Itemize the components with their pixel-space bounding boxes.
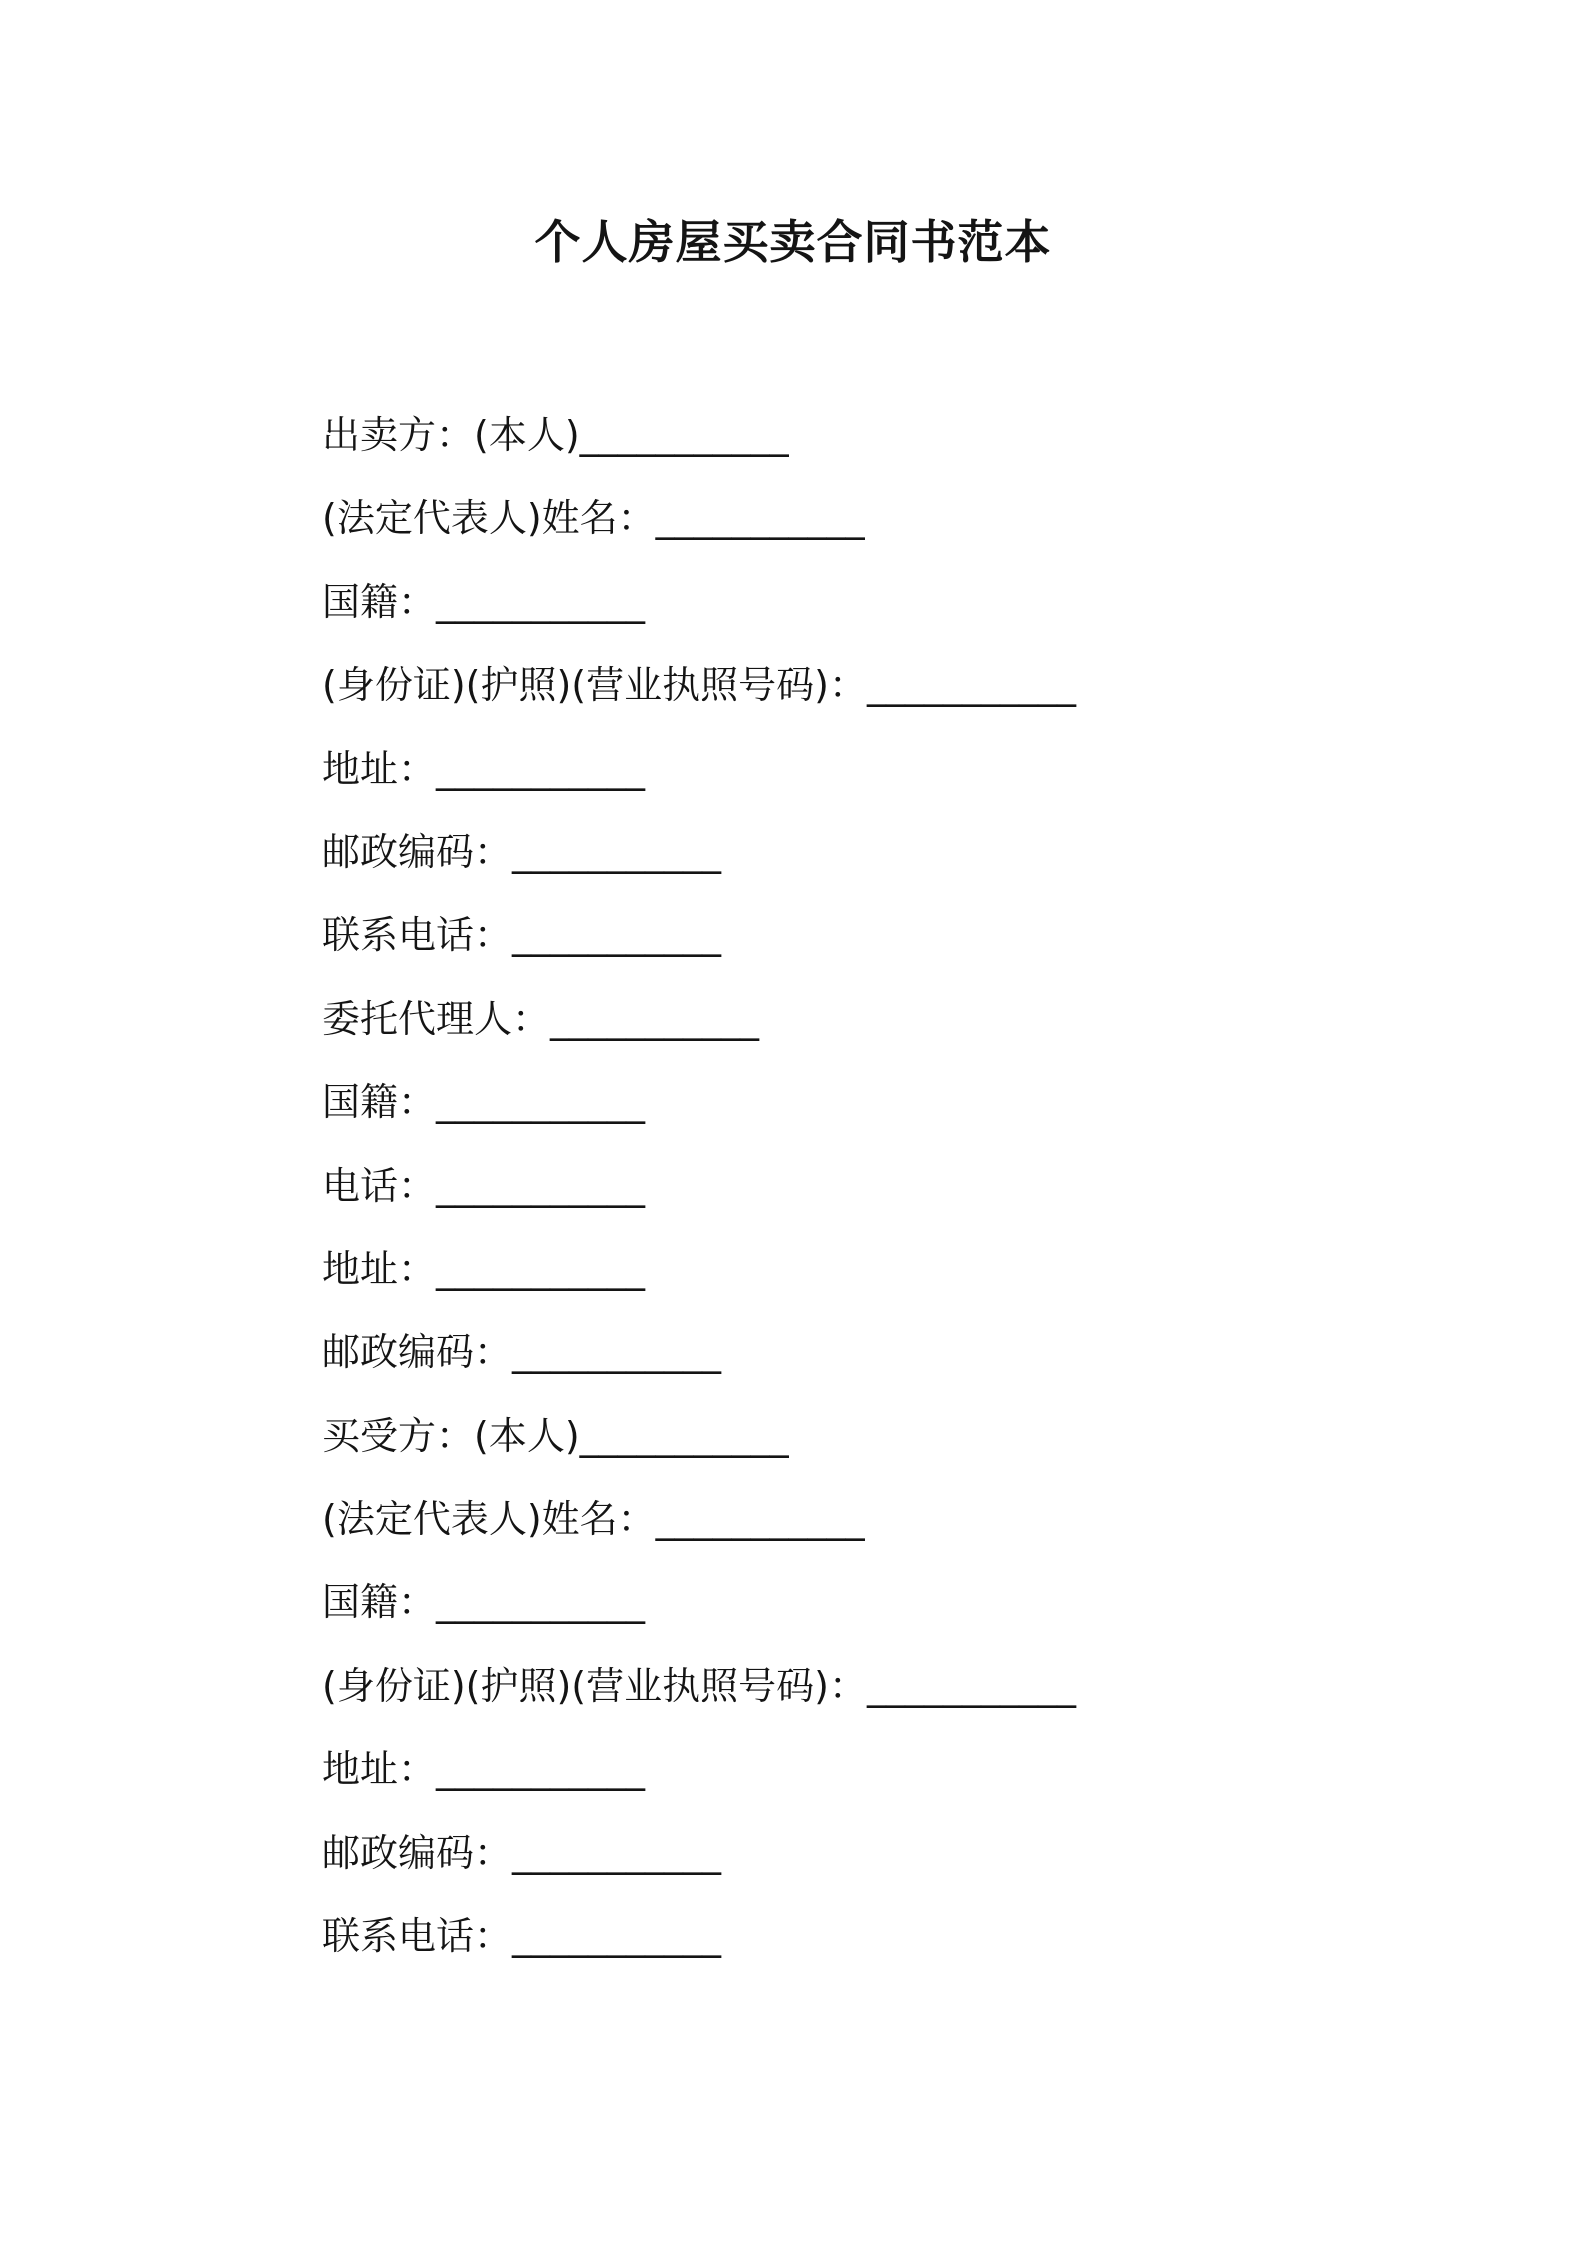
buyer-postcode-line: 邮政编码：___________: [322, 1830, 722, 1875]
buyer-legal-rep-line: (法定代表人)姓名：___________: [322, 1497, 865, 1542]
seller-id-number-line: (身份证)(护照)(营业执照号码)：___________: [322, 663, 1076, 708]
buyer-phone-line: 联系电话：___________: [322, 1914, 722, 1959]
agent-address-line: 地址：___________: [322, 1246, 646, 1291]
buyer-name-line: 买受方：(本人)___________: [322, 1413, 789, 1458]
party-fields: [322, 405, 1422, 1989]
buyer-id-number-line: (身份证)(护照)(营业执照号码)：___________: [322, 1663, 1076, 1708]
seller-postcode-line: 邮政编码：___________: [322, 829, 722, 874]
seller-legal-rep-line: (法定代表人)姓名：___________: [322, 496, 865, 541]
agent-nationality-line: 国籍：___________: [322, 1080, 646, 1125]
seller-address-line: 地址：___________: [322, 746, 646, 791]
document-title: 个人房屋买卖合同书范本: [534, 215, 1052, 269]
agent-phone-line: 电话：___________: [322, 1163, 646, 1208]
agent-postcode-line: 邮政编码：___________: [322, 1330, 722, 1375]
seller-name-line: 出卖方：(本人)___________: [322, 413, 789, 457]
buyer-nationality-line: 国籍：___________: [322, 1580, 646, 1625]
seller-phone-line: 联系电话：___________: [322, 913, 722, 958]
buyer-address-line: 地址：___________: [322, 1747, 646, 1792]
agent-name-line: 委托代理人：___________: [322, 996, 760, 1041]
seller-nationality-line: 国籍：___________: [322, 579, 646, 624]
